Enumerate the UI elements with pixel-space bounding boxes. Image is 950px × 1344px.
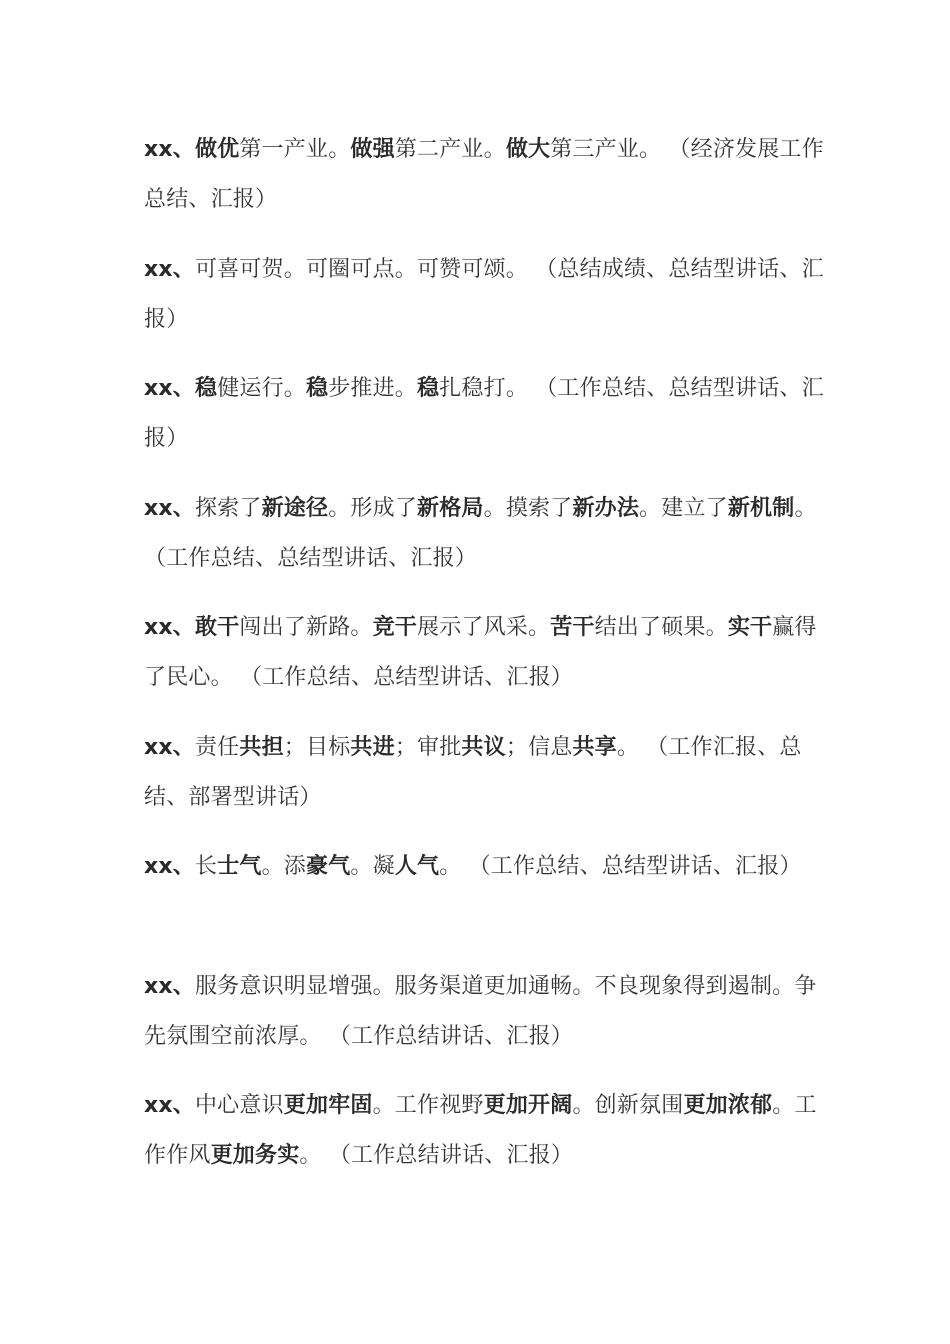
text-run: 中心意识 [194, 1093, 284, 1118]
text-run: 第三产业。 （经济发展工作总结、汇报） [144, 137, 824, 212]
bold-text-run: 共担 [239, 735, 284, 760]
bold-text-run: 稳 [417, 376, 440, 401]
bold-text-run: 新办法 [572, 496, 640, 521]
text-run: 探索了 [194, 496, 262, 521]
bold-text-run: 做优 [194, 137, 240, 162]
text-run: 结出了硕果。 [594, 615, 728, 640]
text-run: 长 [194, 854, 218, 879]
text-run: 服务意识明显增强。服务渠道更加通畅。不良现象得到遏制。争先氛围空前浓厚。 （工作总结讲话、汇报） [144, 974, 817, 1049]
text-run: 。工作视野 [372, 1093, 484, 1118]
text-run: 第二产业。 [394, 137, 506, 162]
bold-text-run: xx、 [144, 496, 195, 521]
bold-text-run: 共进 [350, 735, 395, 760]
bold-text-run: xx、 [144, 615, 195, 640]
bold-text-run: xx、 [144, 854, 195, 879]
bold-text-run: xx、 [144, 1093, 195, 1118]
bold-text-run: xx、 [144, 974, 195, 999]
text-run: ；信息 [505, 735, 573, 760]
bold-text-run: xx、 [144, 257, 195, 282]
paragraph-4 [144, 484, 824, 584]
bold-text-run: 更加牢固 [283, 1093, 373, 1118]
bold-text-run: xx、 [144, 137, 195, 162]
text-run: 。创新氛围 [572, 1093, 684, 1118]
paragraph-3 [144, 364, 824, 464]
bold-text-run: 稳 [306, 376, 329, 401]
text-run: 步推进。 [328, 376, 418, 401]
bold-text-run: xx、 [144, 735, 195, 760]
text-run: 。添 [261, 854, 306, 879]
bold-text-run: 士气 [217, 854, 262, 879]
bold-text-run: 敢干 [194, 615, 240, 640]
bold-text-run: 实干 [727, 615, 773, 640]
bold-text-run: 更加浓郁 [683, 1093, 773, 1118]
paragraph-9 [144, 1081, 824, 1181]
text-run: 可喜可贺。可圈可点。可赞可颂。 （总结成绩、总结型讲话、汇报） [144, 257, 824, 332]
bold-text-run: 苦干 [550, 615, 595, 640]
bold-text-run: 人气 [394, 854, 440, 879]
bold-text-run: xx、 [144, 376, 195, 401]
paragraph-1 [144, 125, 824, 225]
bold-text-run: 新途径 [261, 496, 329, 521]
bold-text-run: 做强 [350, 137, 395, 162]
bold-text-run: 做大 [505, 137, 551, 162]
paragraph-7 [144, 842, 824, 892]
text-run: 。工作作风 [144, 1093, 817, 1168]
text-run: ；目标 [283, 735, 351, 760]
text-run: 。 （工作汇报、总结、部署型讲话） [144, 735, 802, 810]
bold-text-run: 共议 [461, 735, 506, 760]
text-run: 第一产业。 [239, 137, 351, 162]
text-run: 扎稳打。 （工作总结、总结型讲话、汇报） [144, 376, 824, 451]
text-run: 。 （工作总结、总结型讲话、汇报） [439, 854, 802, 879]
paragraph-8 [144, 962, 824, 1062]
text-run: 闯出了新路。 [239, 615, 373, 640]
text-run: 。形成了 [328, 496, 418, 521]
text-run: 。建立了 [639, 496, 728, 521]
bold-text-run: 共享 [572, 735, 617, 760]
text-run: 责任 [194, 735, 240, 760]
bold-text-run: 更加务实 [210, 1143, 300, 1168]
text-run: 。凝 [350, 854, 395, 879]
bold-text-run: 新格局 [417, 496, 484, 521]
text-run: 。 （工作总结、总结型讲话、汇报） [144, 496, 817, 571]
paragraph-5 [144, 603, 824, 703]
bold-text-run: 新机制 [727, 496, 795, 521]
text-run: 。摸索了 [483, 496, 573, 521]
bold-text-run: 竞干 [372, 615, 417, 640]
paragraph-6 [144, 723, 824, 823]
bold-text-run: 稳 [194, 376, 218, 401]
bold-text-run: 更加开阔 [483, 1093, 573, 1118]
text-run: ；审批 [394, 735, 462, 760]
text-run: 健运行。 [217, 376, 306, 401]
bold-text-run: 豪气 [306, 854, 351, 879]
paragraph-2 [144, 245, 824, 345]
text-run: 展示了风采。 [417, 615, 551, 640]
text-run: 。 （工作总结讲话、汇报） [299, 1143, 574, 1168]
text-run: 赢得了民心。 （工作总结、总结型讲话、汇报） [144, 615, 817, 690]
